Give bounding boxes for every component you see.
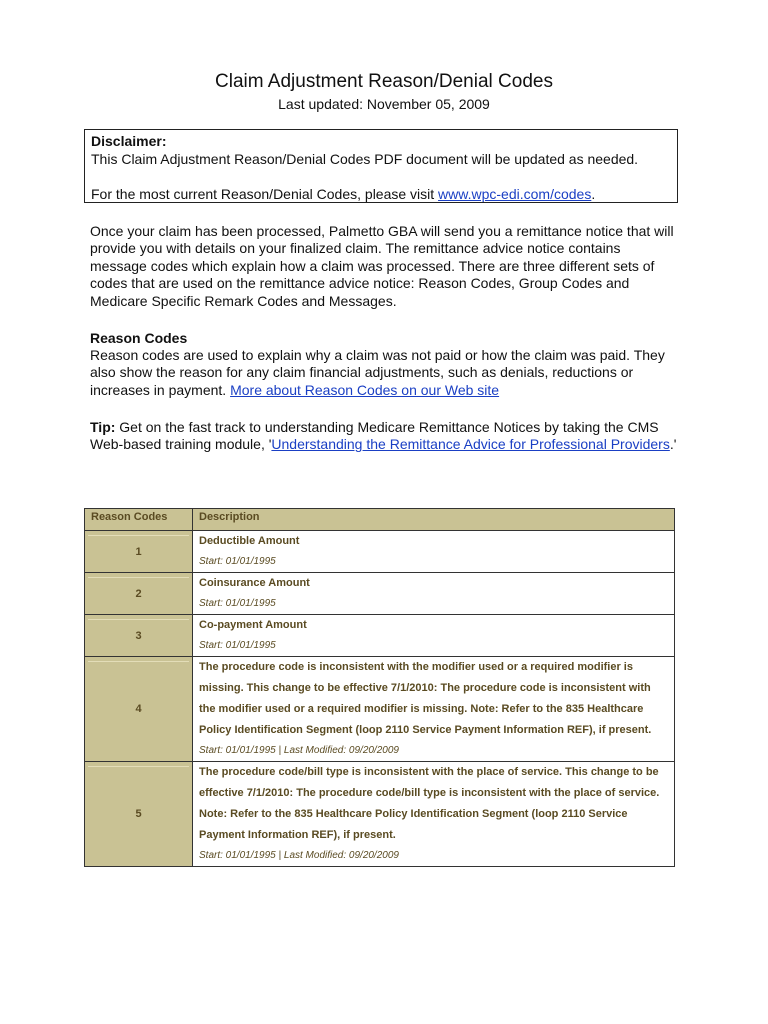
disclaimer-line-2 (91, 185, 677, 203)
reason-codes-table (84, 508, 675, 867)
reason-code-cell (85, 762, 193, 867)
tip-text: Get on the fast track to understanding Medicare Remittance Notices by taking the CMS Web-based training module, ' (90, 419, 659, 453)
reason-description: The procedure code is inconsistent with the modifier used or a required modifier is missing. This change to be effective 7/1/2010: The procedure code is inconsistent with the modifier used or a required modifier is missing. Note: Refer to the 835 Healthcare Policy Identification Segment (loop 2110 Service Payment Information REF), if present. (199, 661, 652, 736)
description-cell (193, 762, 675, 867)
description-cell (193, 573, 675, 615)
last-updated: Last updated: November 05, 2009 (278, 96, 490, 112)
table-header-row (85, 509, 675, 531)
reason-dates: Start: 01/01/1995 | Last Modified: 09/20/2009 (199, 745, 399, 756)
disclaimer-heading: Disclaimer: (91, 133, 167, 149)
reason-description: The procedure code/bill type is inconsistent with the place of service. This change to be effective 7/1/2010: The procedure code/bill type is inconsistent with the place of service. Note: Refer to the 835 Healthcare Policy Identification Segment (loop 2110 Service Payment Information REF), if present. (199, 766, 660, 841)
reason-code-cell (85, 615, 193, 657)
reason-code: 2 (135, 587, 142, 600)
reason-description: Coinsurance Amount (199, 577, 310, 589)
intro-paragraph: Once your claim has been processed, Palmetto GBA will send you a remittance notice that will provide you with details on your finalized claim. The remittance advice notice contains message codes which explain how a claim was processed. There are three different sets of codes that are used on the remittance advice notice: Reason Codes, Group Codes and Medicare Specific Remark Codes and Messages. (90, 223, 674, 309)
reason-code: 5 (135, 808, 142, 820)
column-header-description: Description (193, 509, 675, 531)
tip-suffix: .' (669, 436, 677, 453)
disclaimer-line-1: This Claim Adjustment Reason/Denial Codes PDF document will be updated as needed. (91, 151, 639, 167)
reason-code-cell (85, 657, 193, 762)
reason-dates: Start: 01/01/1995 (199, 640, 276, 651)
column-header-reason-codes: Reason Codes (85, 509, 193, 531)
table-row (85, 531, 675, 573)
table-row (85, 657, 675, 762)
remittance-training-link[interactable]: Understanding the Remittance Advice for Professional Providers (271, 436, 670, 453)
table-row (85, 573, 675, 615)
reason-code: 4 (135, 703, 142, 715)
reason-codes-heading: Reason Codes (90, 330, 188, 346)
reason-code-cell (85, 573, 193, 615)
tip-paragraph (90, 419, 680, 454)
reason-dates: Start: 01/01/1995 (199, 556, 276, 567)
reason-codes-web-link[interactable]: More about Reason Codes on our Web site (230, 381, 500, 398)
reason-dates: Start: 01/01/1995 (199, 598, 276, 609)
disclaimer-box (84, 129, 678, 203)
reason-code: 1 (135, 545, 142, 558)
reason-dates: Start: 01/01/1995 | Last Modified: 09/20/2009 (199, 850, 399, 861)
reason-description: Deductible Amount (199, 535, 300, 547)
description-cell (193, 531, 675, 573)
reason-code: 3 (135, 629, 142, 642)
reason-description: Co-payment Amount (199, 619, 307, 631)
disclaimer-line-2-prefix: For the most current Reason/Denial Codes, please visit (91, 186, 439, 202)
reason-codes-paragraph (90, 347, 680, 399)
tip-label: Tip: (90, 419, 116, 435)
description-cell (193, 657, 675, 762)
table-row (85, 762, 675, 867)
wpc-codes-link[interactable]: www.wpc-edi.com/codes (438, 186, 592, 202)
reason-code-cell (85, 531, 193, 573)
table-row (85, 615, 675, 657)
page-title: Claim Adjustment Reason/Denial Codes (215, 71, 553, 92)
disclaimer-line-2-suffix: . (591, 186, 596, 202)
description-cell (193, 615, 675, 657)
reason-codes-text: Reason codes are used to explain why a claim was not paid or how the claim was paid. They also show the reason for any claim financial adjustments, such as denials, reductions or increases in payment. (90, 347, 665, 398)
